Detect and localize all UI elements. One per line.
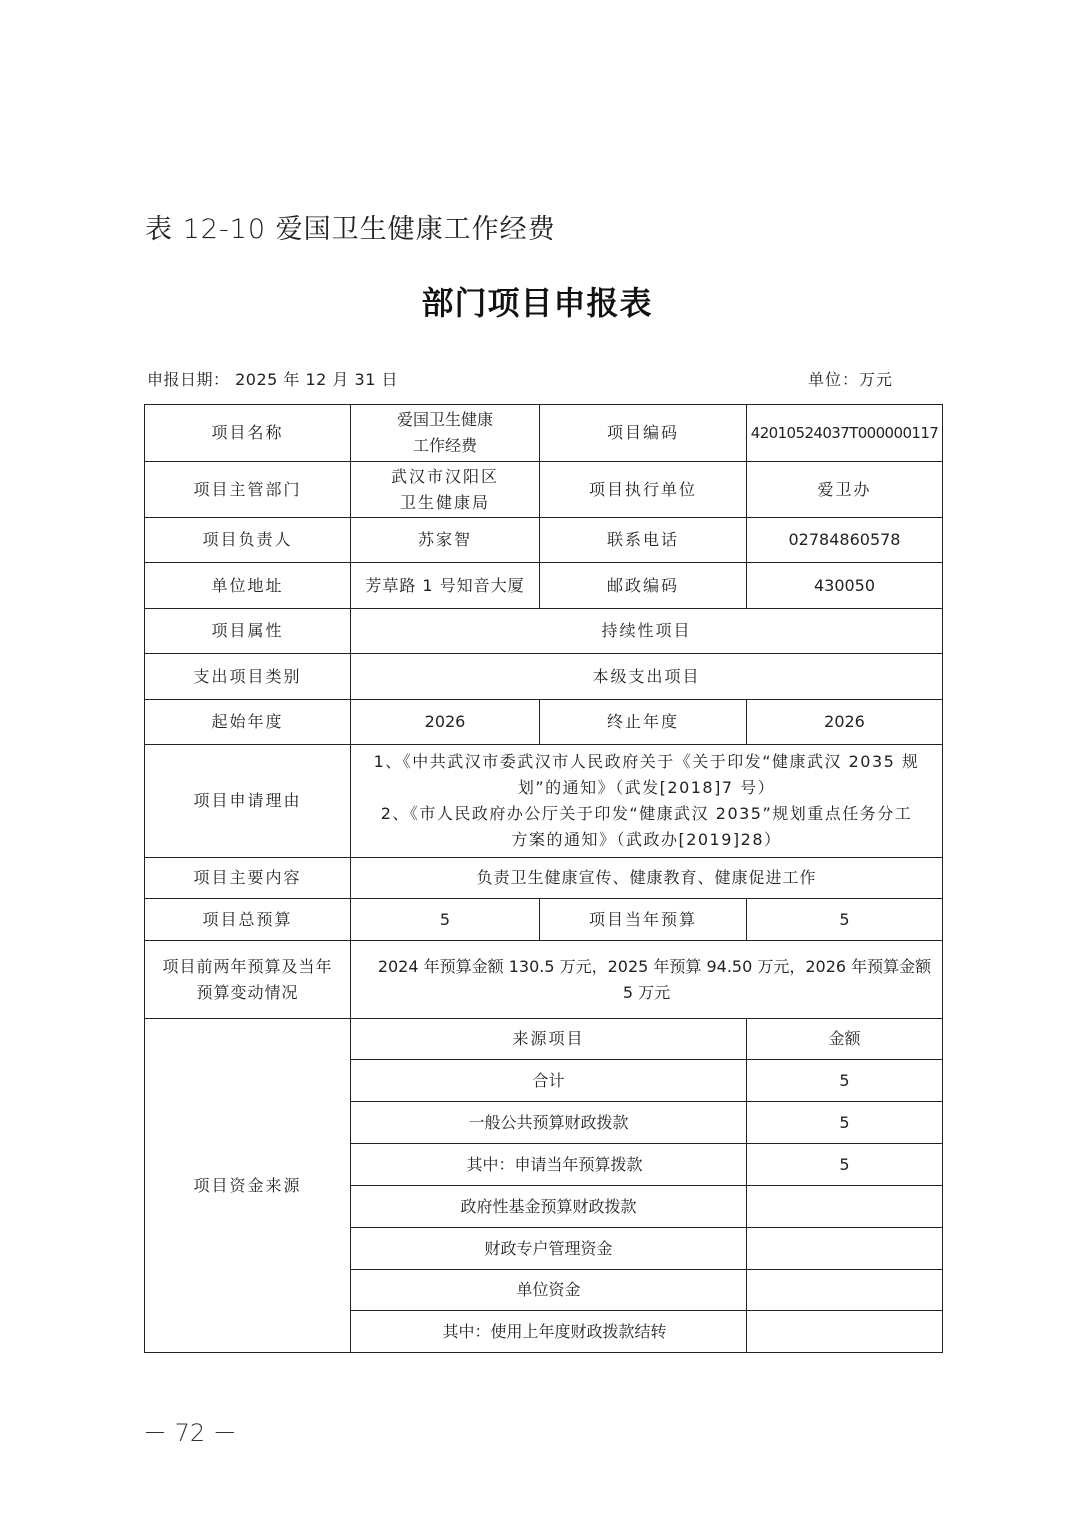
start-year-label: 起始年度 xyxy=(145,700,351,745)
content-value: 负责卫生健康宣传、健康教育、健康促进工作 xyxy=(351,858,943,899)
start-year-value: 2026 xyxy=(351,700,540,745)
funding-amount xyxy=(747,1311,943,1353)
budget-change-value xyxy=(351,941,943,1019)
leader-value: 苏家智 xyxy=(351,518,540,563)
budget-change-label-line2: 预算变动情况 xyxy=(196,982,299,1002)
funding-amount xyxy=(747,1186,943,1228)
current-budget-label: 项目当年预算 xyxy=(540,899,747,941)
budget-change-line2: 5 万元 xyxy=(622,982,671,1002)
reason-line: 1、《中共武汉市委武汉市人民政府关于《关于印发“健康武汉 2035 规 xyxy=(373,752,920,771)
page-title: 部门项目申报表 xyxy=(421,284,653,322)
total-budget-label: 项目总预算 xyxy=(145,899,351,941)
reason-label: 项目申请理由 xyxy=(145,745,351,858)
funding-source: 一般公共预算财政拨款 xyxy=(351,1102,747,1144)
funding-col-source: 来源项目 xyxy=(351,1019,747,1060)
row-dept xyxy=(145,462,943,518)
unit-label: 单位：万元 xyxy=(808,370,894,389)
row-address xyxy=(145,563,943,609)
funding-col-amount: 金额 xyxy=(747,1019,943,1060)
project-name-value xyxy=(351,405,540,462)
funding-source: 单位资金 xyxy=(351,1270,747,1311)
project-code-label: 项目编码 xyxy=(540,405,747,462)
row-budget xyxy=(145,899,943,941)
row-budget-change xyxy=(145,941,943,1019)
postcode-value: 430050 xyxy=(747,563,943,609)
exec-unit-value: 爱卫办 xyxy=(747,462,943,518)
end-year-value: 2026 xyxy=(747,700,943,745)
total-budget-value: 5 xyxy=(351,899,540,941)
row-leader xyxy=(145,518,943,563)
project-code-value: 42010524037T000000117 xyxy=(747,405,943,462)
attribute-label: 项目属性 xyxy=(145,609,351,654)
funding-source: 政府性基金预算财政拨款 xyxy=(351,1186,747,1228)
exec-unit-label: 项目执行单位 xyxy=(540,462,747,518)
reason-line: 划”的通知》（武发[2018]7 号） xyxy=(517,778,776,797)
project-name-line1: 爱国卫生健康 xyxy=(396,410,493,429)
funding-source: 其中：申请当年预算拨款 xyxy=(351,1144,747,1186)
report-date: 申报日期： 2025 年 12 月 31 日 xyxy=(147,370,398,389)
dept-value xyxy=(351,462,540,518)
dept-line2: 卫生健康局 xyxy=(399,492,490,512)
funding-source: 合计 xyxy=(351,1060,747,1102)
funding-source: 财政专户管理资金 xyxy=(351,1228,747,1270)
row-reason xyxy=(145,745,943,858)
funding-source-label: 项目资金来源 xyxy=(145,1019,351,1353)
budget-change-label-line1: 项目前两年预算及当年 xyxy=(162,956,333,976)
category-label: 支出项目类别 xyxy=(145,654,351,700)
attribute-value: 持续性项目 xyxy=(351,609,943,654)
funding-amount: 5 xyxy=(747,1102,943,1144)
address-value: 芳草路 1 号知音大厦 xyxy=(351,563,540,609)
funding-source: 其中：使用上年度财政拨款结转 xyxy=(351,1311,747,1353)
current-budget-value: 5 xyxy=(747,899,943,941)
dept-label: 项目主管部门 xyxy=(145,462,351,518)
category-value: 本级支出项目 xyxy=(351,654,943,700)
end-year-label: 终止年度 xyxy=(540,700,747,745)
leader-label: 项目负责人 xyxy=(145,518,351,563)
content-label: 项目主要内容 xyxy=(145,858,351,899)
reason-line: 2、《市人民政府办公厅关于印发“健康武汉 2035”规划重点任务分工 xyxy=(380,804,913,823)
funding-amount: 5 xyxy=(747,1060,943,1102)
row-category xyxy=(145,654,943,700)
project-declaration-table xyxy=(144,404,943,1353)
funding-amount xyxy=(747,1270,943,1311)
row-content xyxy=(145,858,943,899)
project-name-label: 项目名称 xyxy=(145,405,351,462)
funding-amount xyxy=(747,1228,943,1270)
project-name-line2: 工作经费 xyxy=(412,436,477,455)
budget-change-line1: 2024 年预算金额 130.5 万元，2025 年预算 94.50 万元，2026 年预算金额 xyxy=(377,956,932,976)
postcode-label: 邮政编码 xyxy=(540,563,747,609)
reason-value xyxy=(351,745,943,858)
row-years xyxy=(145,700,943,745)
address-label: 单位地址 xyxy=(145,563,351,609)
reason-line: 方案的通知》（武政办[2019]28） xyxy=(511,830,782,849)
phone-value: 02784860578 xyxy=(747,518,943,563)
row-attribute xyxy=(145,609,943,654)
row-project-name xyxy=(145,405,943,462)
table-subtitle: 表 12-10 爱国卫生健康工作经费 xyxy=(145,214,556,245)
phone-label: 联系电话 xyxy=(540,518,747,563)
budget-change-label xyxy=(145,941,351,1019)
funding-amount: 5 xyxy=(747,1144,943,1186)
funding-header-row xyxy=(145,1019,943,1060)
page-number: － 72 － xyxy=(143,1419,237,1447)
dept-line1: 武汉市汉阳区 xyxy=(390,466,499,486)
